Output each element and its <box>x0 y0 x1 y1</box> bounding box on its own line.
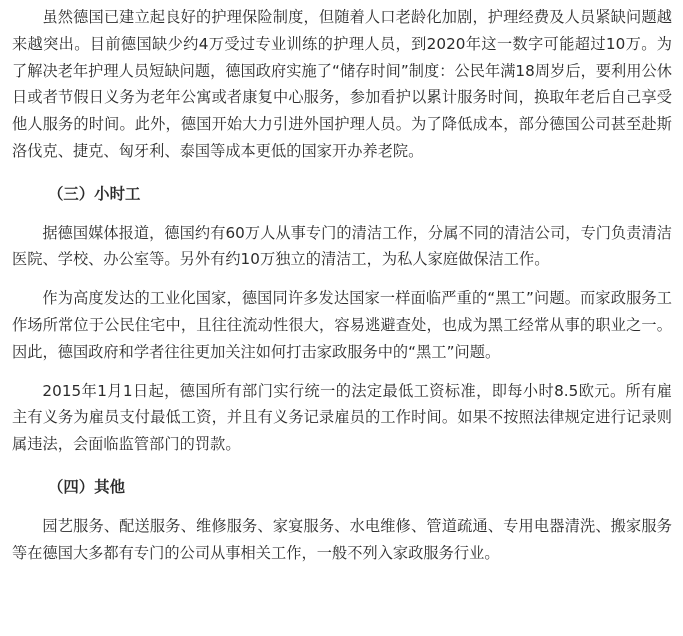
paragraph-cleaning-workers: 据德国媒体报道，德国约有60万人从事专门的清洁工作，分属不同的清洁公司，专门负责清洁医院、学校、办公室等。另外有约10万独立的清洁工，为私人家庭做保洁工作。 <box>12 223 672 269</box>
section-heading-hourly-workers: （三）小时工 <box>48 184 141 203</box>
paragraph-illegal-work: 作为高度发达的工业化国家，德国同许多发达国家一样面临严重的“黑工”问题。而家政服务工作场所常位于公民住宅中，且往往流动性很大，容易逃避查处，也成为黑工经常从事的职业之一。因此，德国政府和学者往往更加关注如何打击家政服务中的“黑工”问题。 <box>12 289 672 361</box>
paragraph-other-services: 园艺服务、配送服务、维修服务、家宴服务、水电维修、管道疏通、专用电器清洗、搬家服务等在德国大多都有专门的公司从事相关工作，一般不列入家政服务行业。 <box>12 516 672 562</box>
article-body <box>12 4 672 566</box>
section-heading-other: （四）其他 <box>48 477 125 496</box>
paragraph-care-insurance: 虽然德国已建立起良好的护理保险制度，但随着人口老龄化加剧，护理经费及人员紧缺问题越来越突出。目前德国缺少约4万受过专业训练的护理人员，到2020年这一数字可能超过10万。为了解决老年护理人员短缺问题，德国政府实施了“储存时间”制度：公民年满18周岁后，要利用公休日或者节假日义务为老年公寓或者康复中心服务，参加看护以累计服务时间，换取年老后自己享受他人服务的时间。此外，德国开始大力引进外国护理人员。为了降低成本，部分德国公司甚至赴斯洛伐克、捷克、匈牙利、泰国等成本更低的国家开办养老院。 <box>12 8 672 160</box>
paragraph-minimum-wage: 2015年1月1日起，德国所有部门实行统一的法定最低工资标准，即每小时8.5欧元。所有雇主有义务为雇员支付最低工资，并且有义务记录雇员的工作时间。如果不按照法律规定进行记录则属违法，会面临监管部门的罚款。 <box>12 381 672 454</box>
